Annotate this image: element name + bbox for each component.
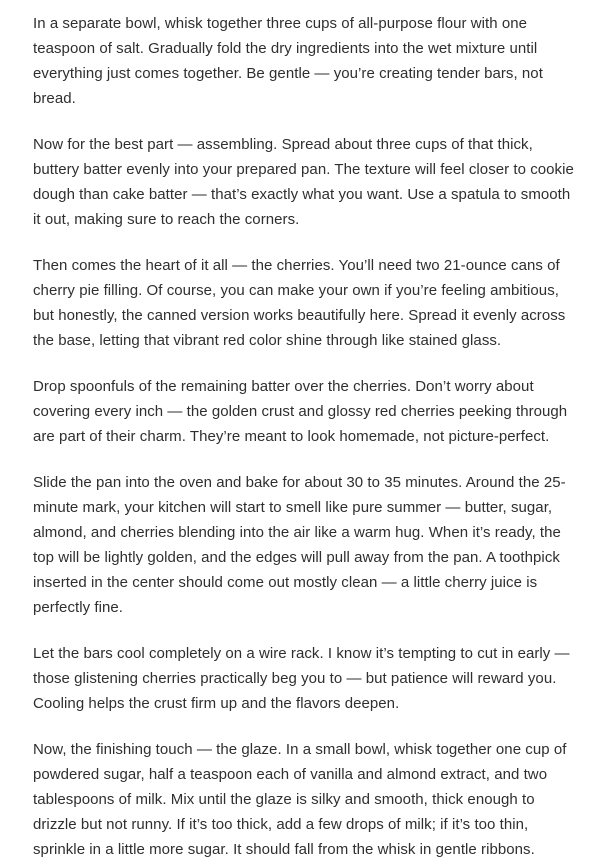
- paragraph-remaining-batter: Drop spoonfuls of the remaining batter over the cherries. Don’t worry about covering every inch — the golden crust and glossy red cherries peeking through are part of their charm. They’re meant to look homemade, not picture-perfect.: [33, 378, 568, 445]
- paragraph-glaze: Now, the finishing touch — the glaze. In a small bowl, whisk together one cup of powdered sugar, half a teaspoon each of vanilla and almond extract, and two tablespoons of milk. Mix until the glaze is silky and smooth, thick enough to drizzle but not runny. If it’s too thick, add a few drops of milk; if it’s too thin, sprinkle in a little more sugar. It should fall from the whisk in gentle ribbons.: [33, 741, 567, 858]
- paragraph-cooling: Let the bars cool completely on a wire rack. I know it’s tempting to cut in early — those glistening cherries practically beg you to — but patience will reward you. Cooling helps the crust firm up and the flavors deepen.: [33, 645, 570, 712]
- paragraph-combine-dry-ingredients: In a separate bowl, whisk together three cups of all-purpose flour with one teaspoon of salt. Gradually fold the dry ingredients into the wet mixture until everything just comes together. Be gentle — you’re creating tender bars, not bread.: [33, 15, 543, 107]
- paragraph-cherries: Then comes the heart of it all — the cherries. You’ll need two 21-ounce cans of cherry pie filling. Of course, you can make your own if you’re feeling ambitious, but honestly, the canned version works beautifully here. Spread it evenly across the base, letting that vibrant red color shine through like stained glass.: [33, 257, 566, 349]
- paragraph-baking: Slide the pan into the oven and bake for about 30 to 35 minutes. Around the 25-minute mark, your kitchen will start to smell like pure summer — butter, sugar, almond, and cherries blending into the air like a warm hug. When it’s ready, the top will be lightly golden, and the edges will pull away from the pan. A toothpick inserted in the center should come out mostly clean — a little cherry juice is perfectly fine.: [33, 474, 566, 616]
- paragraph-assembling: Now for the best part — assembling. Spread about three cups of that thick, buttery batter evenly into your prepared pan. The texture will feel closer to cookie dough than cake batter — that’s exactly what you want. Use a spatula to smooth it out, making sure to reach the corners.: [33, 136, 574, 228]
